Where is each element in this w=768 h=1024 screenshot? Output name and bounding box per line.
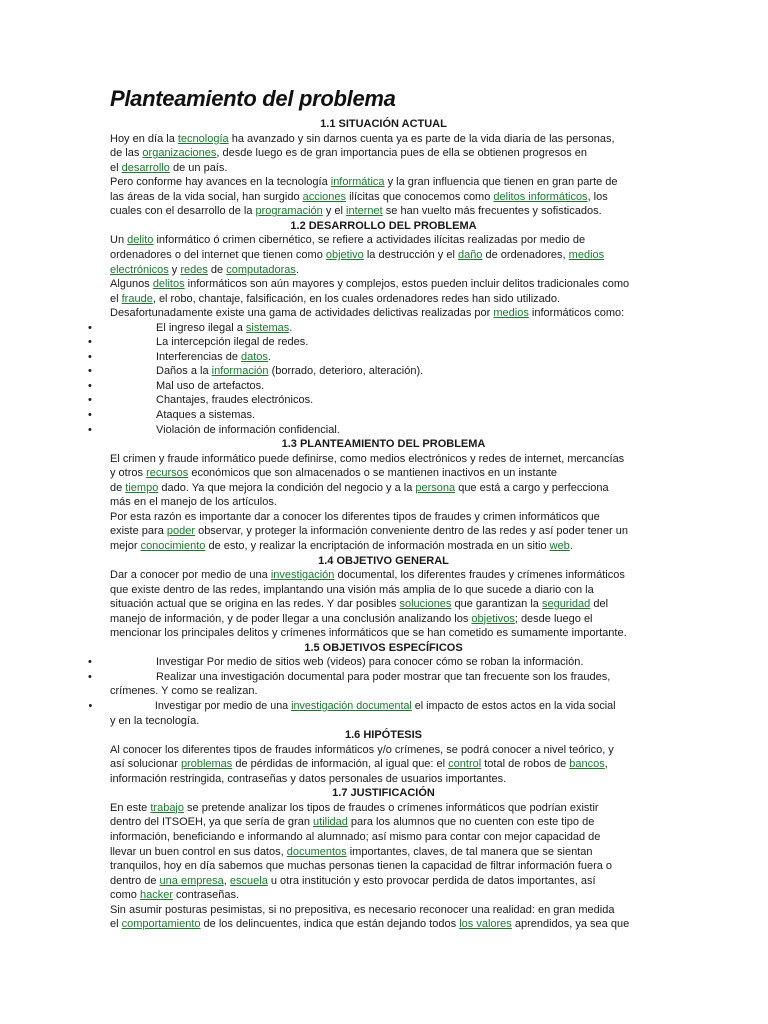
text-run: que garantizan la [451,598,542,611]
bullet-item [88,379,265,394]
paragraph-line [110,146,587,161]
text-run: Chantajes, fraudes electrónicos. [156,394,314,407]
text-run: dado. Ya que mejora la condición del negocio y a la [158,481,416,494]
text-run: Un [110,234,128,247]
text-run: (borrado, deterioro, alteración). [268,365,424,378]
text-run: , el robo, chantaje, falsificación, en los cuales ordenadores redes han sido utilizado. [152,292,561,305]
text-run: , los [587,190,608,203]
inline-link[interactable]: persona [415,481,456,494]
text-run: el impacto de estos actos en la vida social [411,700,616,712]
text-run: y el [322,205,347,218]
text-run: manejo de información, y de poder llegar a una conclusión analizando los [110,612,472,625]
bullet-icon: • [88,656,92,669]
paragraph-line [110,612,593,627]
bullet-text [156,365,423,377]
text-run: informáticos como: [528,307,625,320]
bullet-item [88,393,314,408]
section-heading: 1.6 HIPÓTESIS [344,729,423,742]
text-run: contraseñas. [173,889,240,902]
bullet-text [156,322,292,334]
text-run: de las [110,147,143,160]
text-run: existe para [110,525,167,538]
inline-link[interactable]: delitos informáticos [493,190,588,203]
paragraph-line [110,233,585,248]
text-run: . [569,539,573,552]
document-title: Planteamiento del problema [110,86,396,111]
bullet-icon: • [88,379,92,392]
text-run: Ataques a sistemas. [156,409,256,421]
bullet-item [88,350,271,365]
text-run: Hoy en día la [110,132,178,145]
text-run: se pretende analizar los tipos de fraudes o crímenes informáticos que podrían existir [184,801,599,814]
text-run: ha avanzado y sin darnos cuenta ya es parte de la vida diaria de las personas, [228,132,615,145]
inline-link[interactable]: computadoras [226,263,296,276]
text-run: para los alumnos que no cuenten con este tipo de [347,816,595,829]
text-run: crímenes. Y como se realizan. [110,685,258,698]
inline-link[interactable]: tecnología [177,132,229,145]
inline-link[interactable]: programación [255,205,323,218]
text-run: . [267,350,271,363]
section-heading: 1.2 DESARROLLO DEL PROBLEMA [290,219,477,232]
text-run: de [207,263,227,276]
text-run: como [110,889,140,902]
bullet-item [88,670,611,685]
text-run: dentro de [110,874,160,887]
text-run: que existe dentro de las redes, implantando una visión más amplia de lo que sucede a diario con la [110,583,594,596]
bullet-text [156,351,271,363]
inline-link[interactable]: daño [457,248,483,261]
inline-link[interactable]: control [448,758,482,771]
paragraph-line [110,539,573,554]
bullet-item [88,655,584,670]
paragraph-line [110,190,608,205]
inline-link[interactable]: problemas [180,758,233,771]
inline-link[interactable]: seguridad [541,598,591,611]
text-run: Por esta razón es importante dar a conocer los diferentes tipos de fraudes y crimen informáticos que [110,510,600,523]
paragraph-line [110,830,600,845]
inline-link[interactable]: acciones [302,190,347,203]
text-run: el [110,292,122,305]
inline-link[interactable]: delitos [152,278,185,291]
inline-link[interactable]: fraude [121,292,153,305]
text-run: de esto, y realizar la encriptación de información mostrada en un sitio [205,539,550,552]
text-run: que está a cargo y perfecciona [455,481,609,494]
text-run: Violación de información confidencial. [156,423,340,436]
text-run: mejor [110,539,141,552]
paragraph-line [110,175,618,190]
inline-link[interactable]: electrónicos [110,263,169,276]
text-run: más en el manejo de los artículos. [110,496,277,509]
paragraph-line [110,917,629,932]
paragraph-line [110,524,628,539]
text-run: u otra institución y esto provocar perdida de datos importantes, así [267,874,596,887]
inline-link[interactable]: internet [346,205,383,218]
bullet-text [156,394,313,406]
bullet-item [88,364,424,379]
inline-link[interactable]: soluciones [399,598,452,611]
paragraph-line [110,845,592,860]
inline-link[interactable]: información [211,365,269,378]
bullet-text [156,424,340,436]
inline-link[interactable]: documentos [286,845,347,858]
bullet-text [156,671,610,683]
text-run: Realizar una investigación documental para poder mostrar que tan frecuente son los fraudes, [156,670,611,683]
inline-link[interactable]: conocimiento [140,539,206,552]
paragraph-line [110,874,596,889]
text-run: , desde luego es de gran importancia pues de ella se obtienen progresos en [216,147,588,160]
text-run: de ordenadores, [482,248,569,261]
text-run: , [223,874,230,887]
inline-link[interactable]: web [549,539,570,552]
inline-link[interactable]: comportamiento [121,918,201,931]
text-run: de [110,481,126,494]
bullet-icon: • [88,700,93,712]
text-run: y [168,263,181,276]
paragraph-line [110,626,627,641]
inline-link[interactable]: medios [568,248,605,261]
text-run: el [110,161,122,174]
text-run: Algunos [110,278,153,291]
text-run: importantes, claves, de tal manera que se sientan [346,845,593,858]
text-run: situación actual que se origina en las redes. Y dar posibles [110,598,400,611]
bullet-item [88,408,256,423]
inline-link[interactable]: tiempo [125,481,159,494]
inline-link[interactable]: escuela [229,874,268,887]
text-run: , [604,758,608,771]
text-run: El crimen y fraude informático puede definirse, como medios electrónicos y redes de internet, mercancías [110,452,625,465]
section-heading: 1.7 JUSTIFICACIÓN [332,787,435,800]
bullet-icon: • [88,394,92,407]
paragraph-line [110,306,624,321]
inline-link[interactable]: objetivo [325,248,364,261]
text-run: La intercepción ilegal de redes. [156,336,309,349]
text-run: aprendidos, ya sea que [511,918,630,931]
text-run: informático ó crimen cibernético, se refiere a actividades ilícitas realizadas por medio de [153,234,586,247]
inline-link[interactable]: bancos [569,758,605,771]
bullet-text [156,656,583,668]
text-run: . [289,321,293,334]
text-run: cuales con el desarrollo de la [110,205,256,218]
text-run: la destrucción y el [363,248,458,261]
inline-link[interactable]: objetivos [471,612,515,625]
paragraph-line [110,714,199,729]
bullet-icon: • [88,336,92,349]
inline-link[interactable]: trabajo [150,801,184,814]
text-run: el [110,918,122,931]
bullet-icon: • [88,409,92,421]
bullet-item [88,699,616,714]
text-run: El ingreso ilegal a [156,321,246,334]
paragraph-line [110,903,614,918]
paragraph-line [110,743,614,758]
text-run: observar, y proteger la información conveniente dentro de las redes y así poder tener un [195,525,628,538]
text-run: En este [110,801,151,814]
paragraph-line [110,495,277,510]
text-run: información, beneficiando e informando al alumnado; así mismo para contar con mejor capacidad de [110,830,601,843]
bullet-text [155,700,616,712]
inline-link[interactable]: informática [330,176,385,189]
section-heading: 1.3 PLANTEAMIENTO DEL PROBLEMA [281,438,486,451]
text-run: del [590,598,609,611]
text-run: tranquilos, hoy en día sabemos que muchas personas tienen la capacidad de filtrar información fuera o [110,860,613,873]
paragraph-line [110,583,594,598]
paragraph-line [110,510,600,525]
inline-link[interactable]: poder [166,525,196,538]
section-heading: 1.1 SITUACIÓN ACTUAL [320,118,447,130]
inline-link[interactable]: redes [180,263,208,276]
paragraph-line [110,263,299,278]
inline-link[interactable]: medios [493,307,529,320]
bullet-icon: • [88,350,92,363]
text-run: Investigar por medio de una [154,700,292,712]
text-run: Dar a conocer por medio de una [110,569,271,582]
bullet-icon: • [88,321,92,334]
text-run: información restringida, contraseñas y datos personales de usuarios importantes. [110,772,507,785]
paragraph-line [110,888,239,903]
bullet-item [88,423,340,438]
text-run: las áreas de la vida social, han surgido [110,190,303,203]
bullet-text [156,409,255,421]
bullet-text [156,380,264,392]
inline-link[interactable]: una empresa [159,874,224,887]
inline-link[interactable]: investigación [270,569,335,582]
section-heading: 1.4 OBJETIVO GENERAL [318,554,449,567]
inline-link[interactable]: utilidad [313,816,348,829]
text-run: y la gran influencia que tienen en gran parte de [384,176,618,189]
text-run: ; desde luego el [514,612,593,625]
text-run: de pérdidas de información, al igual que: el [232,758,449,771]
paragraph-line [110,757,608,772]
inline-link[interactable]: datos [241,350,268,363]
paragraph-line [110,292,560,307]
paragraph-line [110,684,258,699]
section-heading: 1.5 OBJETIVOS ESPECÍFICOS [304,641,463,654]
paragraph-line [110,568,625,583]
paragraph-line [110,132,615,147]
text-run: llevar un buen control en sus datos, [110,845,287,858]
paragraph-line [110,772,506,787]
text-run: Desafortunadamente existe una gama de actividades delictivas realizadas por [110,307,494,320]
paragraph-line [110,801,599,816]
text-run: Al conocer los diferentes tipos de fraudes informáticos y/o crímenes, se podrá conocer a nivel teórico, y [110,743,614,756]
text-run: informáticos son aún mayores y complejos, estos pueden incluir delitos tradicionales como [184,278,630,291]
text-run: así solucionar [110,758,181,771]
text-run: documental, los diferentes fraudes y crímenes informáticos [334,569,625,582]
paragraph-line [110,204,602,219]
paragraph-line [110,481,609,496]
inline-link[interactable]: hacker [139,889,173,902]
inline-link[interactable]: delito [127,234,154,247]
bullet-item [88,321,293,336]
inline-link[interactable]: recursos [146,467,189,480]
inline-link[interactable]: investigación documental [291,700,412,712]
bullet-text [156,336,308,348]
text-run: económicos que son almacenados o se mantienen inactivos en un instante [188,467,557,480]
paragraph-line [110,277,629,292]
paragraph-line [110,597,608,612]
text-run: y en la tecnología. [110,714,200,727]
text-run: ilícitas que conocemos como [346,190,494,203]
text-run: Interferencias de [156,350,241,363]
inline-link[interactable]: los valores [459,918,512,931]
bullet-icon: • [88,423,92,436]
text-run: Daños a la [156,365,212,378]
text-run: Pero conforme hay avances en la tecnología [110,176,331,189]
paragraph-line [110,452,624,467]
paragraph-line [110,161,227,176]
text-run: y otros [110,467,147,480]
bullet-item [88,335,309,350]
text-run: Sin asumir posturas pesimistas, si no prepositiva, es necesario reconocer una realidad: en gran medida [110,903,615,916]
text-run: total de robos de [481,758,570,771]
bullet-icon: • [88,365,92,378]
paragraph-line [110,466,557,481]
inline-link[interactable]: organizaciones [142,147,217,160]
text-run: de los delincuentes, indica que están dejando todos [200,918,460,931]
bullet-icon: • [88,670,92,683]
inline-link[interactable]: desarrollo [121,161,170,174]
text-run: ordenadores o del internet que tienen como [110,248,326,261]
text-run: se han vuelto más frecuentes y sofisticados. [382,205,602,218]
paragraph-line [110,248,604,263]
text-run: de un país. [169,161,228,174]
paragraph-line [110,815,594,830]
text-run: mencionar los principales delitos y crímenes informáticos que se han cometido es sumamente importante. [110,627,627,640]
text-run: dentro del ITSOEH, ya que sería de gran [110,816,314,829]
paragraph-line [110,859,612,874]
inline-link[interactable]: sistemas [245,321,290,334]
text-run: Mal uso de artefactos. [156,379,265,392]
text-run: Investigar Por medio de sitios web (videos) para conocer cómo se roban la información. [156,656,584,669]
text-run: . [295,263,299,276]
